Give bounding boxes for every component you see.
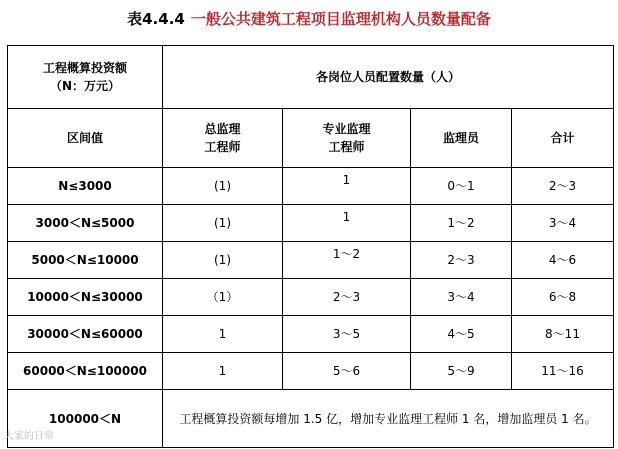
range-cell: 3000＜N≤5000 bbox=[8, 205, 163, 242]
table-row bbox=[8, 353, 614, 390]
specialist-cell bbox=[283, 242, 411, 279]
specialist-engineer-line2: 工程师 bbox=[328, 140, 365, 154]
specialist-engineer-header bbox=[283, 109, 411, 168]
table-number: 表4.4.4 bbox=[127, 10, 185, 28]
table-caption: 一般公共建筑工程项目监理机构人员数量配备 bbox=[190, 10, 491, 28]
range-cell: 30000＜N≤60000 bbox=[8, 316, 163, 353]
table-row bbox=[8, 205, 614, 242]
supervisor-cell: 3～4 bbox=[411, 279, 512, 316]
total-cell: 3～4 bbox=[512, 205, 614, 242]
specialist-cell bbox=[283, 168, 411, 205]
specialist-value: 1～2 bbox=[332, 247, 361, 261]
supervisor-cell: 0～1 bbox=[411, 168, 512, 205]
positions-header: 各岗位人员配置数量（人） bbox=[163, 46, 614, 109]
chief-engineer-header bbox=[163, 109, 283, 168]
chief-cell: 1 bbox=[163, 316, 283, 353]
table-row bbox=[8, 168, 614, 205]
investment-header-line2: （N：万元） bbox=[49, 79, 121, 93]
range-cell: 10000＜N≤30000 bbox=[8, 279, 163, 316]
specialist-value: 1 bbox=[342, 173, 351, 187]
specialist-cell: 3～5 bbox=[283, 316, 411, 353]
interval-header: 区间值 bbox=[8, 109, 163, 168]
supervisor-cell: 1～2 bbox=[411, 205, 512, 242]
table-title bbox=[0, 4, 618, 34]
chief-cell: (1) bbox=[163, 205, 283, 242]
table-row bbox=[8, 316, 614, 353]
range-cell: 5000＜N≤10000 bbox=[8, 242, 163, 279]
specialist-engineer-line1: 专业监理 bbox=[322, 122, 371, 136]
investment-header bbox=[8, 46, 163, 109]
supervisor-cell: 5～9 bbox=[411, 353, 512, 390]
total-cell: 2～3 bbox=[512, 168, 614, 205]
header-row-top bbox=[8, 46, 614, 109]
supervisor-header: 监理员 bbox=[411, 109, 512, 168]
chief-engineer-line2: 工程师 bbox=[204, 140, 241, 154]
table-row bbox=[8, 279, 614, 316]
chief-cell: (1) bbox=[163, 168, 283, 205]
specialist-cell: 2～3 bbox=[283, 279, 411, 316]
range-cell: 60000＜N≤100000 bbox=[8, 353, 163, 390]
investment-header-line1: 工程概算投资额 bbox=[42, 61, 127, 75]
specialist-cell: 5～6 bbox=[283, 353, 411, 390]
chief-cell: 1 bbox=[163, 353, 283, 390]
watermark: 大家的日常 bbox=[4, 431, 54, 442]
total-cell: 6～8 bbox=[512, 279, 614, 316]
total-cell: 8～11 bbox=[512, 316, 614, 353]
range-cell: 100000＜N bbox=[8, 390, 163, 448]
table-row bbox=[8, 242, 614, 279]
staffing-table bbox=[7, 45, 614, 448]
range-cell: N≤3000 bbox=[8, 168, 163, 205]
total-header: 合计 bbox=[512, 109, 614, 168]
increment-note: 工程概算投资额每增加 1.5 亿，增加专业监理工程师 1 名，增加监理员 1 名。 bbox=[163, 390, 614, 448]
supervisor-cell: 4～5 bbox=[411, 316, 512, 353]
total-cell: 4～6 bbox=[512, 242, 614, 279]
specialist-value: 1 bbox=[342, 210, 351, 224]
chief-cell: （1） bbox=[163, 279, 283, 316]
total-cell: 11～16 bbox=[512, 353, 614, 390]
chief-cell: (1) bbox=[163, 242, 283, 279]
supervisor-cell: 2～3 bbox=[411, 242, 512, 279]
table-row-last bbox=[8, 390, 614, 448]
chief-engineer-line1: 总监理 bbox=[204, 122, 241, 136]
header-row-bottom bbox=[8, 109, 614, 168]
specialist-cell bbox=[283, 205, 411, 242]
